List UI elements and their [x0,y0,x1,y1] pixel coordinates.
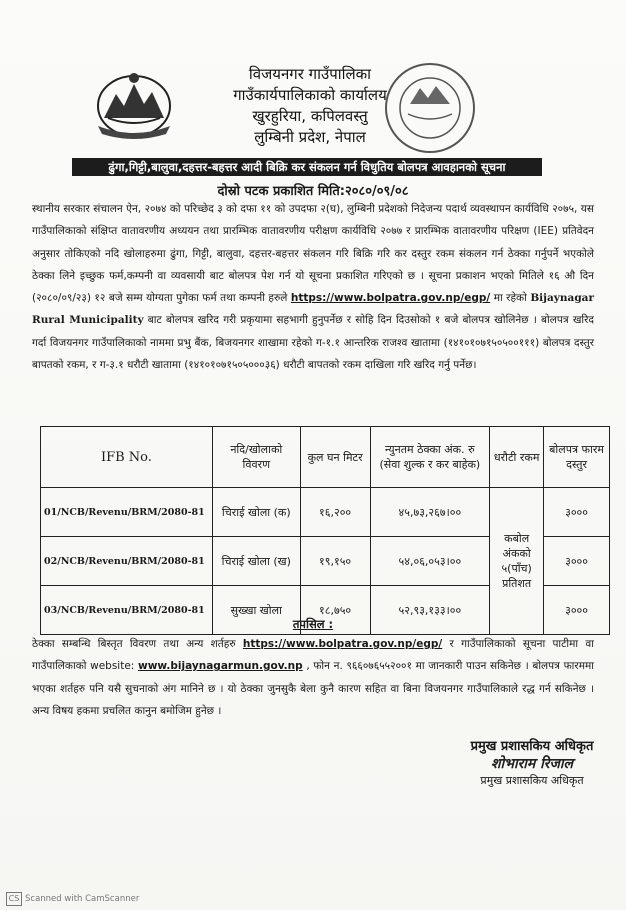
publication-date: दोस्रो पटक प्रकाशित मिति:२०८०/०९/०८ [217,184,409,199]
body-text-part2: मा रहेको [493,292,527,305]
table-row [41,488,610,537]
notice-body [32,198,594,376]
cell-ifb-no: 01/NCB/Revenu/BRM/2080-81 [41,488,213,537]
details-text-part2: र गाउँपालिकाको सूचना पाटीमा वा गाउँपालिकाको website: [32,638,594,673]
cell-deposit: कबोल अंकको ५(पाँच) प्रतिशत [490,488,544,635]
header-deposit: धरौटी रकम [490,427,544,488]
signatory-title: प्रमुख प्रशासकिय अधिकृत [470,739,594,754]
tapsil-heading: तपसिल : [292,617,334,631]
signatory-designation: प्रमुख प्रशासकिय अधिकृत [480,774,584,787]
signatory-name: शोभाराम रिजाल [490,756,574,772]
cell-river: चिराई खोला (क) [212,488,300,537]
table-header-row [41,427,610,488]
province-name: लुम्बिनी प्रदेश, नेपाल [254,128,366,146]
notice-subject-bar: ढुंगा,गिट्टी,बालुवा,दहत्तर-बहत्तर आदी बिक्रि कर संकलन गर्न विधुतिय बोलपत्र आवहानको सूचना [72,158,542,176]
details-text-part3: , फोन न. ९६६०७६५५२००१ मा जानकारी पाउन सकिनेछ । बोलपत्र फारममा भएका शर्तहरु पनि यसै सुचनाको अंग मानिने छ । यो ठेक्का जुनसुकै बेला कुनै कारण सहित वा बिना विजयनगर गाउँपालिकाले रद्ध गर्न सकिनेछ । अन्य विषय हकमा प्रचलित कानुन बमोजिम हुनेछ । [32,660,594,717]
organization-name: Bijaynagar Rural Municipality [32,292,594,327]
cell-min-amount: ४५,७३,२६७।०० [370,488,490,537]
cell-min-amount: ५४,०६,०५३।०० [370,537,490,586]
cell-ifb-no: 03/NCB/Revenu/BRM/2080-81 [41,586,213,635]
header-volume: कुल घन मिटर [300,427,370,488]
bolpatra-link[interactable]: https://www.bolpatra.gov.np/egp/ [290,292,491,305]
header-river: नदि/खोलाको विवरण [212,427,300,488]
bolpatra-link-2[interactable]: https://www.bolpatra.gov.np/egp/ [242,638,443,650]
header-form-fee: बोलपत्र फारम दस्तुर [544,427,610,488]
signature-block [442,736,622,788]
municipality-website-link[interactable]: www.bijaynagarmun.gov.np [138,660,303,673]
cell-form-fee: ३००० [544,586,610,635]
nepal-emblem-icon [94,66,174,140]
cell-form-fee: ३००० [544,488,610,537]
watermark-text: Scanned with CamScanner [25,894,140,904]
body-text-part1: स्थानीय सरकार संचालन ऐन, २०७४ को परिच्छेद ३ को दफा ११ को उपदफा २(घ), लुम्बिनी प्रदेशको निदेजन्य पदार्थ व्यवस्थापन कार्यविधि २०७५, यस गाउँपालिकाको संक्षिप्त वातावरणीय अध्ययन तथा प्रारम्भिक वातावरणीय परीक्षण कार्यविधि २०७७ र प्रारम्भिक वातावरणीय परिक्षण (IEE) प्रतिवेदन अनुसार तोकिएको नदि खोलाहरुमा ढुंगा, गिट्टी, बालुवा, दहत्तर-बहत्तर संकलन गरि बिक्रि गरि कर दस्तुर रकम संकलन गर्न ठेक्का गर्नुपर्ने भएकोले ठेक्का लिने इच्छुक फर्म,कम्पनी वा व्यवसायी बाट बोलपत्र पेश गर्न यो सूचना प्रकाशित गरिएको छ । सूचना प्रकाशन भएको मितिले १६ औ दिन (२०८०/०९/२३) १२ बजे सम्म योग्यता पुगेका फर्म तथा कम्पनी हरुले [32,203,594,305]
cell-river: सुख्खा खोला [212,586,300,635]
details-text-part1: ठेक्का सम्बन्धि बिस्तृत विवरण तथा अन्य शर्तहरु [32,638,236,650]
scanner-watermark [6,892,139,906]
notice-details [32,633,594,722]
cell-ifb-no: 02/NCB/Revenu/BRM/2080-81 [41,537,213,586]
ifb-table [40,426,610,635]
cell-volume: १६,२०० [300,488,370,537]
header-ifb-no: IFB No. [41,427,213,488]
office-seal-icon [380,58,480,158]
cell-volume: १९,१५० [300,537,370,586]
municipality-name: विजयनगर गाउँपालिका [248,65,372,83]
body-text-part3: बाट बोलपत्र खरिद गरी प्रकृयामा सहभागी हुनुपर्नेछ र सोहि दिन दिउसोको १ बजे बोलपत्र खोलिनेछ । बोलपत्र खरिद गर्दा विजयनगर गाउँपालिकाको नाममा प्रभु बैंक, बिजयनगर शाखामा रहेको ग-१.१ आन्तरिक राजश्व खातामा (१४१०१०७१५०५००१११) बोलपत्र दस्तुर बापतको रकम, र ग-३.१ धरौटी खातामा (१४१०१०७१५०५०००३६) धरौटी बापतको रकम दाखिला गरि खरिद गर्नु पर्नेछ। [32,314,594,372]
camscanner-icon: CS [6,892,22,906]
cell-min-amount: ५२,९३,१३३।०० [370,586,490,635]
cell-volume: १८,७५० [300,586,370,635]
header-min-amount: न्युनतम ठेक्का अंक. रु (सेवा शुल्क र कर बाहेक) [370,427,490,488]
office-address: खुरहुरिया, कपिलवस्तु [252,107,368,125]
office-name: गाउँकार्यपालिकाको कार्यालय [233,86,387,104]
cell-form-fee: ३००० [544,537,610,586]
cell-river: चिराई खोला (ख) [212,537,300,586]
